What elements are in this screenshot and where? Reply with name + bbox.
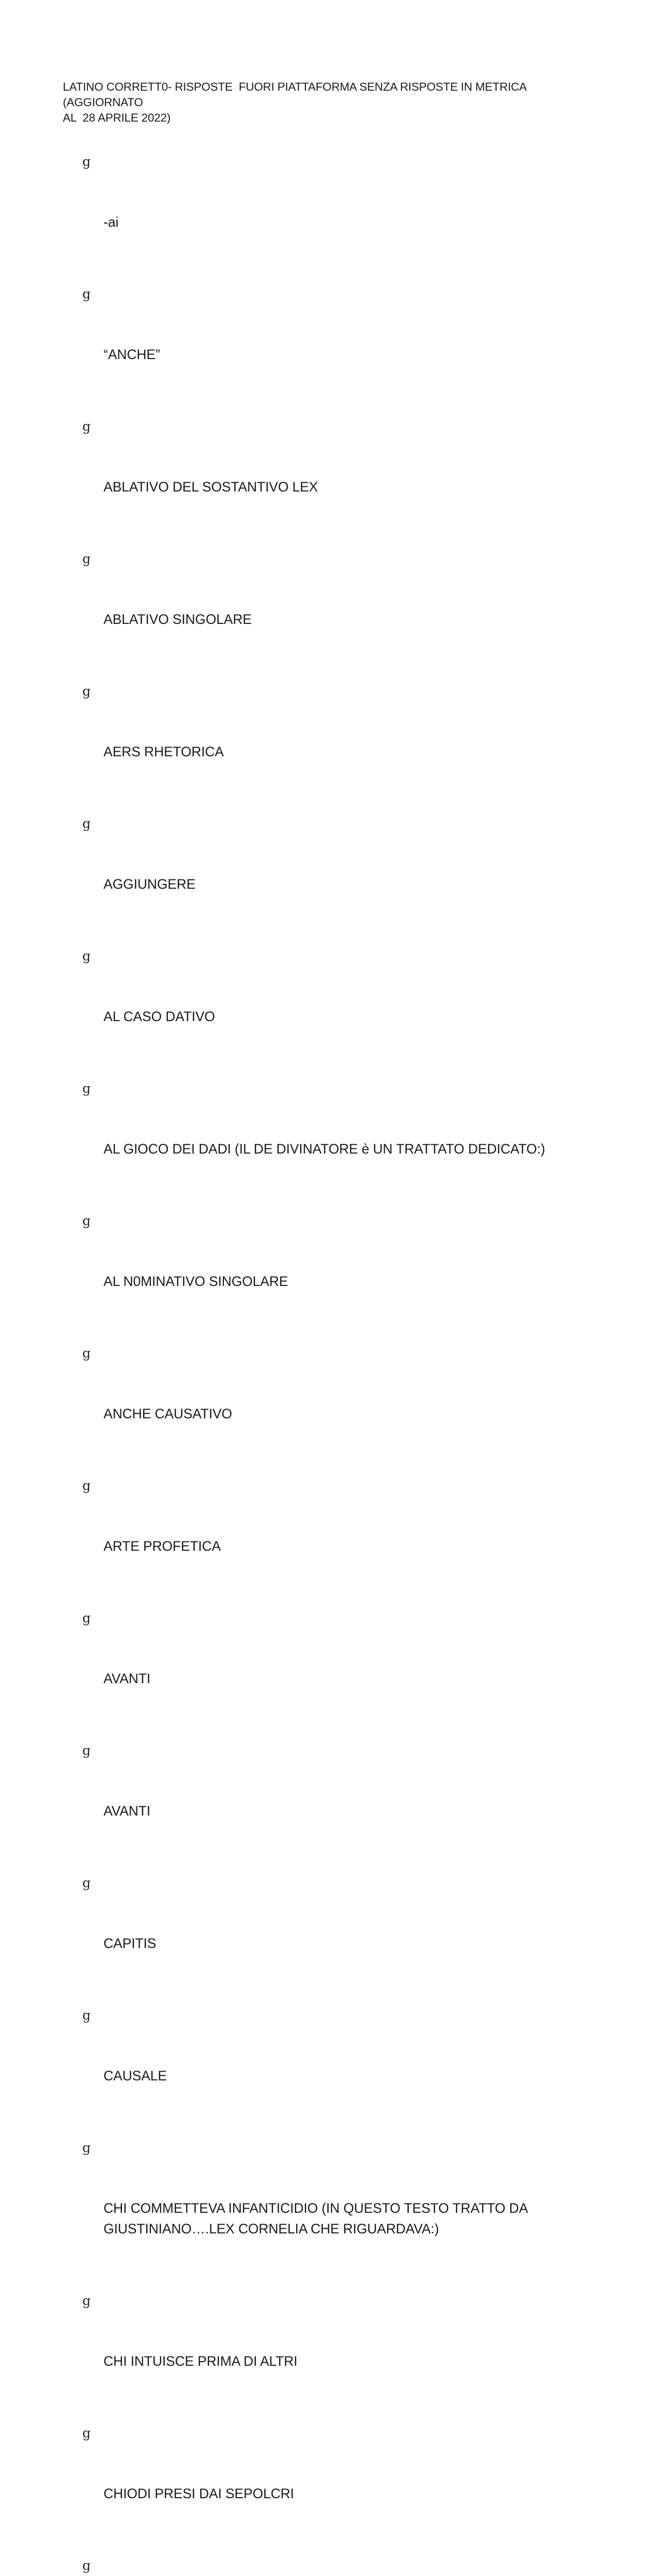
answer-text: CHI COMMETTEVA INFANTICIDIO (IN QUESTO TESTO TRATTO DA GIUSTINIANO….LEX CORNELIA CHE RIGUARDAVA:) — [103, 2200, 528, 2236]
answer-text: CHIODI PRESI DAI SEPOLCRI — [103, 2486, 294, 2501]
bullet-icon: g — [82, 1081, 91, 1096]
bullet-icon: g — [82, 286, 91, 301]
bullet-icon: g — [82, 1478, 91, 1493]
answer-text: AVANTI — [103, 1803, 151, 1819]
list-item — [82, 812, 597, 936]
answer-text: “ANCHE” — [103, 347, 160, 362]
bullet-icon: g — [82, 2293, 91, 2308]
answer-text: CAPITIS — [103, 1936, 157, 1951]
list-item — [82, 1209, 597, 1333]
answer-text: AL N0MINATIVO SINGOLARE — [103, 1274, 288, 1289]
bullet-icon: g — [82, 419, 91, 434]
answer-text: AERS RHETORICA — [103, 744, 224, 759]
bullet-icon: g — [82, 1213, 91, 1228]
answer-text: AGGIUNGERE — [103, 876, 196, 892]
bullet-icon: g — [82, 551, 91, 566]
list-item — [82, 944, 597, 1068]
answer-text: ABLATIVO SINGOLARE — [103, 612, 252, 627]
bullet-icon: g — [82, 2008, 91, 2023]
list-item — [82, 1871, 597, 1995]
answer-text: CHI INTUISCE PRIMA DI ALTRI — [103, 2353, 298, 2369]
list-item — [82, 150, 597, 274]
list-item — [82, 2421, 597, 2545]
list-item — [82, 2554, 597, 2576]
list-item — [82, 1342, 597, 1465]
list-item — [82, 1739, 597, 1862]
bullet-icon: g — [82, 684, 91, 699]
answer-list — [82, 150, 597, 2576]
answer-text: ARTE PROFETICA — [103, 1538, 221, 1554]
list-item — [82, 547, 597, 671]
document-title: LATINO CORRETT0- RISPOSTE FUORI PIATTAFORMA SENZA RISPOSTE IN METRICA (AGGIORNATO AL 28 APRILE 2022) — [63, 80, 526, 124]
bullet-icon: g — [82, 2140, 91, 2155]
bullet-icon: g — [82, 948, 91, 963]
answer-text: AVANTI — [103, 1671, 151, 1686]
list-item — [82, 1077, 597, 1200]
list-item — [82, 415, 597, 538]
answer-text: ANCHE CAUSATIVO — [103, 1406, 232, 1421]
bullet-icon: g — [82, 2426, 91, 2441]
bullet-icon: g — [82, 154, 91, 169]
bullet-icon: g — [82, 1346, 91, 1361]
list-item — [82, 680, 597, 803]
bullet-icon: g — [82, 1611, 91, 1625]
list-item — [82, 2289, 597, 2413]
answer-text: AL CASO DATIVO — [103, 1009, 215, 1024]
bullet-icon: g — [82, 816, 91, 831]
list-item — [82, 282, 597, 406]
answer-text: AL GIOCO DEI DADI (IL DE DIVINATORE è UN TRATTATO DEDICATO:) — [103, 1141, 545, 1157]
bullet-icon: g — [82, 1743, 91, 1758]
list-item — [82, 2136, 597, 2280]
answer-text: -ai — [103, 214, 119, 230]
list-item — [82, 1474, 597, 1598]
list-item — [82, 1606, 597, 1730]
answer-text: CAUSALE — [103, 2068, 167, 2083]
answer-text: ABLATIVO DEL SOSTANTIVO LEX — [103, 479, 318, 495]
bullet-icon: g — [82, 1875, 91, 1890]
list-item — [82, 2004, 597, 2127]
bullet-icon: g — [82, 2558, 91, 2573]
